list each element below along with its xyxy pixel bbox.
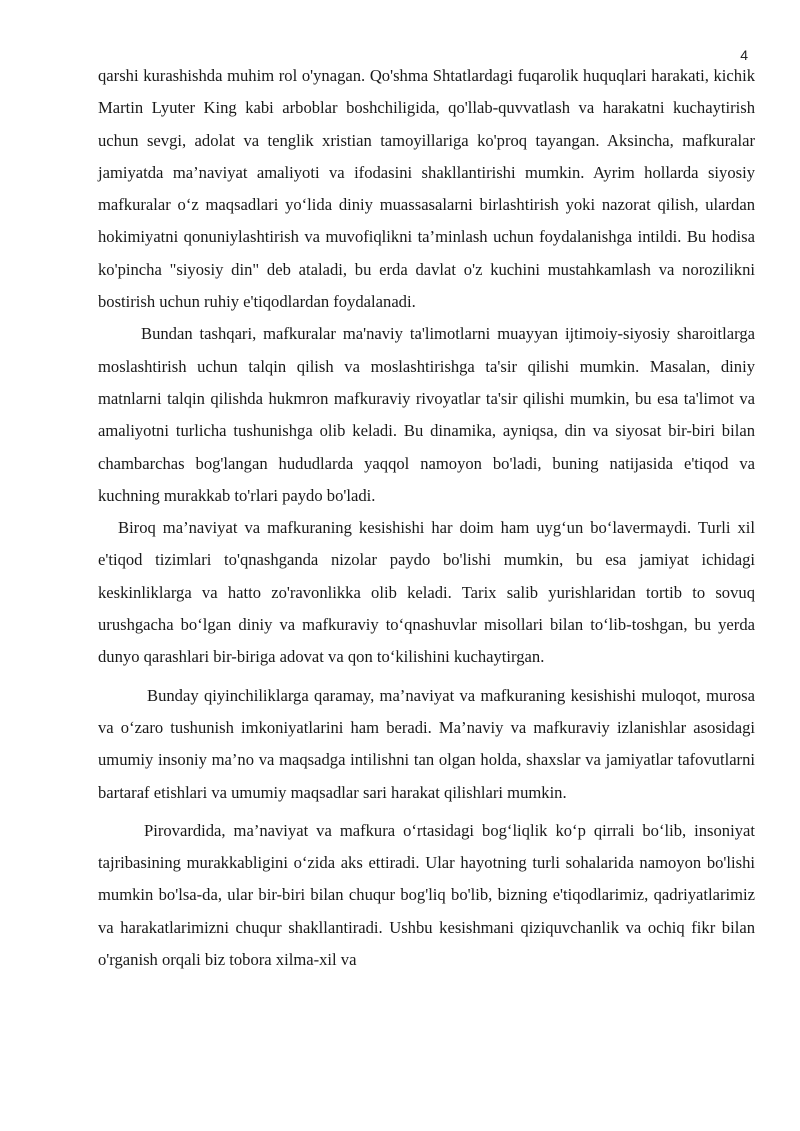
paragraph-1: qarshi kurashishda muhim rol o'ynagan. Qo'shma Shtatlardagi fuqarolik huquqlari harakati, kichik Martin Lyuter King kabi arboblar boshchiligida, qo'llab-quvvatlash va harakatni kuchaytirish uchun sevgi, adolat va tenglik xristian tamoyillariga ko'proq tayangan. Aksincha, mafkuralar jamiyatda ma’naviyat amaliyoti va ifodasini shakllantirishi mumkin. Ayrim hollarda siyosiy mafkuralar o‘z maqsadlari yo‘lida diniy muassasalarni birlashtirish yoki nazorat qilish, ulardan hokimiyatni qonuniylashtirish va muvofiqlikni ta’minlash uchun foydalanishga intildi. Bu hodisa ko'pincha "siyosiy din" deb ataladi, bu erda davlat o'z kuchini mustahkamlash va norozilikni bostirish uchun ruhiy e'tiqodlardan foydalanadi. [98,66,755,312]
page-number: 4 [740,47,748,63]
paragraph-4: Bunday qiyinchiliklarga qaramay, ma’naviyat va mafkuraning kesishishi muloqot, murosa va o‘zaro tushunish imkoniyatlarini ham beradi. Ma’naviy va mafkuraviy izlanishlar asosidagi umumiy insoniy ma’no va maqsadga intilishni tan olgan holda, shaxslar va jamiyatlar tafovutlarni bartaraf etishlari va umumiy maqsadlar sari harakat qilishlari mumkin. [98,685,755,802]
paragraph-2: Bundan tashqari, mafkuralar ma'naviy ta'limotlarni muayyan ijtimoiy-siyosiy sharoitlarga moslashtirish uchun talqin qilish va moslashtirishga ta'sir qilishi mumkin. Masalan, diniy matnlarni talqin qilishda hukmron mafkuraviy rivoyatlar ta'sir qilishi mumkin, bu esa ta'limot va amaliyotni turlicha tushunishga olib keladi. Bu dinamika, ayniqsa, din va siyosat bir-biri bilan chambarchas bog'langan hududlarda yaqqol namoyon bo'ladi, buning natijasida e'tiqod va kuchning murakkab to'rlari paydo bo'ladi. [98,324,755,505]
document-body [98,60,755,976]
paragraph-5: Pirovardida, ma’naviyat va mafkura o‘rtasidagi bog‘liqlik ko‘p qirrali bo‘lib, insoniyat tajribasining murakkabligini o‘zida aks ettiradi. Ular hayotning turli sohalarida namoyon bo'lishi mumkin bo'lsa-da, ular bir-biri bilan chuqur bog'liq bo'lib, bizning e'tiqodlarimiz, qadriyatlarimiz va harakatlarimizni chuqur shakllantiradi. Ushbu kesishmani qiziquvchanlik va ochiq fikr bilan o'rganish orqali biz tobora xilma-xil va [98,820,755,970]
paragraph-3: Biroq ma’naviyat va mafkuraning kesishishi har doim ham uyg‘un bo‘lavermaydi. Turli xil e'tiqod tizimlari to'qnashganda nizolar paydo bo'lishi mumkin, bu esa jamiyat ichidagi keskinliklarga va hatto zo'ravonlikka olib keladi. Tarix salib yurishlaridan tortib to sovuq urushgacha bo‘lgan diniy va mafkuraviy to‘qnashuvlar misollari bilan to‘lib-toshgan, bu yerda dunyo qarashlari bir-biriga adovat va qon to‘kilishini kuchaytirgan. [98,518,755,667]
